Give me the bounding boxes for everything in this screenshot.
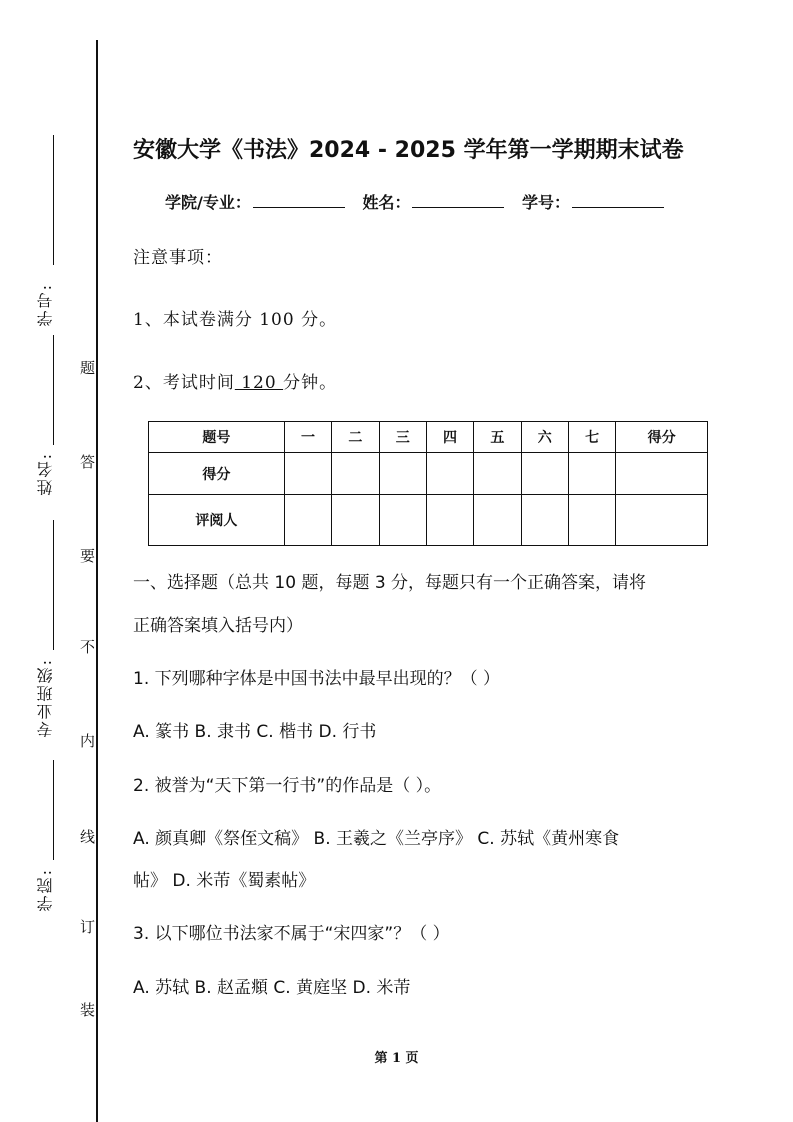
seal-char: 答 [80,453,96,471]
score-table-header: 七 [568,422,615,453]
note-item-2-suffix: 分钟。 [283,373,338,393]
margin-name-label: 姓名: [36,452,55,496]
reviewer-cell[interactable] [521,495,568,546]
score-cell[interactable] [474,453,521,495]
score-cell[interactable] [521,453,568,495]
question-3: 3. 以下哪位书法家不属于“宋四家”？（ ） [133,924,450,944]
score-cell[interactable] [379,453,426,495]
question-1: 1. 下列哪种字体是中国书法中最早出现的？（ ） [133,669,501,689]
student-id-blank[interactable] [572,193,664,208]
question-3-options: A. 苏轼 B. 赵孟頫 C. 黄庭坚 D. 米芾 [133,978,411,998]
name-blank[interactable] [412,193,504,208]
exam-duration-value: 120 [234,373,284,393]
score-cell[interactable] [568,453,615,495]
score-cell[interactable] [616,453,708,495]
question-2: 2. 被誉为“天下第一行书”的作品是（ ）。 [133,776,442,796]
score-table-header: 六 [521,422,568,453]
reviewer-cell[interactable] [332,495,379,546]
note-item-2 [133,368,337,393]
binding-line [96,40,98,1122]
score-row-label: 得分 [149,453,285,495]
margin-class-blank [53,520,54,650]
margin-name-blank [53,335,54,445]
college-major-label: 学院/专业： [165,193,251,212]
score-table-header-row [149,422,708,453]
score-table-header: 三 [379,422,426,453]
reviewer-row-label: 评阅人 [149,495,285,546]
student-info-line [165,190,676,213]
score-table-header: 四 [426,422,473,453]
name-label: 姓名： [362,193,411,212]
note-item-1: 1、本试卷满分 100 分。 [133,310,338,330]
reviewer-cell[interactable] [568,495,615,546]
seal-char: 题 [80,359,96,377]
seal-char: 要 [80,547,96,565]
score-table-row [149,453,708,495]
margin-college-label: 学院: [36,868,55,912]
section-1-heading: 一、选择题（总共 10 题，每题 3 分，每题只有一个正确答案，请将 [133,573,647,593]
reviewer-cell[interactable] [379,495,426,546]
note-item-2-prefix: 2、考试时间 [133,373,235,393]
student-id-label: 学号： [522,193,571,212]
margin-college-blank [53,760,54,860]
exam-title: 安徽大学《书法》2024 - 2025 学年第一学期期末试卷 [133,138,684,163]
reviewer-cell[interactable] [474,495,521,546]
seal-char: 线 [80,828,96,846]
score-table-header: 一 [284,422,331,453]
question-1-options: A. 篆书 B. 隶书 C. 楷书 D. 行书 [133,722,377,742]
margin-student-id-label: 学号: [36,283,55,327]
page-number: 第 1 页 [374,1051,419,1066]
reviewer-cell[interactable] [616,495,708,546]
college-major-blank[interactable] [253,193,345,208]
score-table [148,421,708,546]
seal-char: 装 [80,1001,96,1019]
seal-char: 不 [80,638,96,656]
score-cell[interactable] [332,453,379,495]
seal-char: 内 [80,732,96,750]
reviewer-cell[interactable] [426,495,473,546]
seal-char: 订 [80,918,96,936]
score-table-header: 五 [474,422,521,453]
question-2-options: A. 颜真卿《祭侄文稿》 B. 王羲之《兰亭序》 C. 苏轼《黄州寒食 [133,829,620,849]
question-2-options-cont: 帖》 D. 米芾《蜀素帖》 [133,871,316,891]
score-table-header: 得分 [616,422,708,453]
section-1-heading-cont: 正确答案填入括号内） [133,616,303,636]
score-table-header: 题号 [149,422,285,453]
score-table-header: 二 [332,422,379,453]
margin-class-label: 专业班级: [36,658,55,738]
notes-heading: 注意事项： [133,248,223,268]
score-cell[interactable] [426,453,473,495]
score-cell[interactable] [284,453,331,495]
reviewer-cell[interactable] [284,495,331,546]
score-table-row [149,495,708,546]
